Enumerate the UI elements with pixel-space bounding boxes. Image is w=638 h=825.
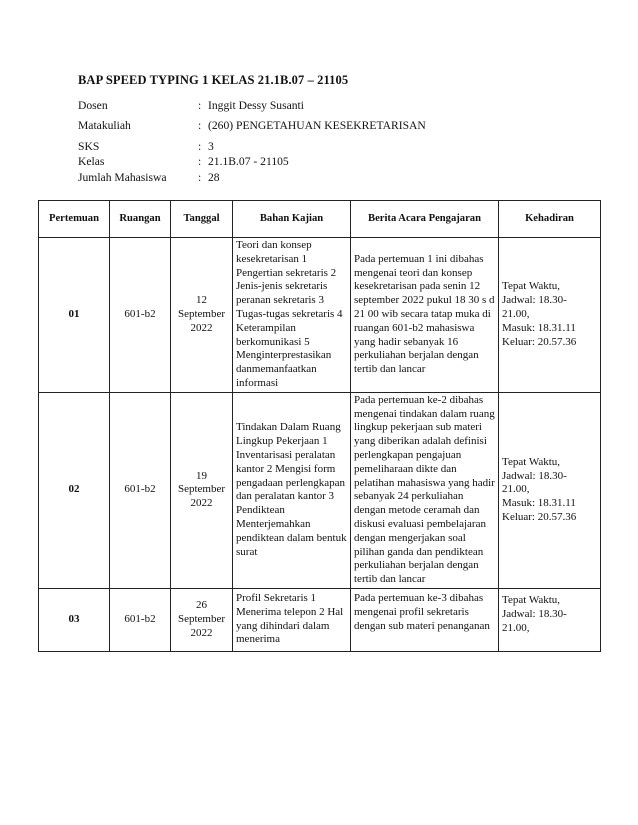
header-ruangan: Ruangan <box>110 201 171 238</box>
cell-tanggal: 12 September 2022 <box>171 238 233 393</box>
bap-table <box>38 200 601 652</box>
meta-row-matakuliah <box>78 118 426 133</box>
meta-value: 21.1B.07 - 21105 <box>208 155 289 169</box>
kehadiran-line: Keluar: 20.57.36 <box>502 511 577 524</box>
header-berita-acara: Berita Acara Pengajaran <box>351 201 499 238</box>
kehadiran-line: Keluar: 20.57.36 <box>502 335 577 348</box>
kehadiran-line: Tepat Waktu, <box>502 593 561 606</box>
header-tanggal: Tanggal <box>171 201 233 238</box>
document-title: BAP SPEED TYPING 1 KELAS 21.1B.07 – 21105 <box>78 73 349 87</box>
table-header-row <box>39 201 601 238</box>
bahan-text: Profil Sekretaris 1 Menerima telepon 2 Hal yang dihindari dalam menerima <box>236 591 344 646</box>
cell-berita-acara: Pada pertemuan 1 ini dibahas mengenai teori dan konsep kesekretarisan pada senin 12 september 2022 pukul 18 30 s d 21 00 wib secara tatap muka di ruangan 601-b2 mahasiswa yang hadir sebanyak 16 perkuliahan berjalan dengan tertib dan lancar <box>351 238 499 393</box>
cell-ruangan: 601-b2 <box>110 588 171 651</box>
tanggal-text: 26 September 2022 <box>177 599 226 639</box>
kehadiran-line: 21.00, <box>502 621 530 634</box>
meta-colon: : <box>198 139 202 153</box>
cell-tanggal <box>171 588 233 651</box>
meta-row-sks <box>78 139 426 154</box>
meta-row-kelas <box>78 154 426 169</box>
cell-ruangan: 601-b2 <box>110 392 171 588</box>
cell-bahan-kajian <box>233 588 351 651</box>
kehadiran-line: Tepat Waktu, <box>502 280 561 293</box>
cell-bahan-kajian: Teori dan konsep kesekretarisan 1 Pengertian sekretaris 2 Jenis-jenis sekretaris peranan sekretaris 3 Tugas-tugas sekretaris 4 Keterampilan berkomunikasi 5 Menginterprestasikan danmemanfaatkan informasi <box>233 238 351 393</box>
berita-text: Pada pertemuan ke-3 dibahas mengenai profil sekretaris dengan sub materi penanganan <box>354 591 490 632</box>
meta-label: Matakuliah <box>78 119 131 133</box>
meta-value: Inggit Dessy Susanti <box>208 99 304 112</box>
cell-ruangan: 601-b2 <box>110 238 171 393</box>
header-kehadiran: Kehadiran <box>499 201 601 238</box>
meta-value: (260) PENGETAHUAN KESEKRETARISAN <box>208 119 426 133</box>
header-bahan-kajian: Bahan Kajian <box>233 201 351 238</box>
meta-label: Dosen <box>78 99 108 112</box>
cell-pertemuan: 02 <box>39 392 110 588</box>
meta-row-dosen <box>78 98 426 113</box>
tanggal-clip <box>174 592 229 648</box>
meta-value: 28 <box>208 170 220 184</box>
meta-row-jumlah-mahasiswa <box>78 170 426 185</box>
kehadiran-line: 21.00, <box>502 483 530 496</box>
meta-colon: : <box>198 99 202 112</box>
meta-label: Kelas <box>78 155 105 169</box>
meta-label: Jumlah Mahasiswa <box>78 170 167 184</box>
meta-colon: : <box>198 119 202 133</box>
meta-label: SKS <box>78 139 100 153</box>
kehadiran-line: Masuk: 18.31.11 <box>502 321 576 334</box>
table-row <box>39 588 601 651</box>
kehadiran-line: Jadwal: 18.30- <box>502 607 567 620</box>
cell-kehadiran <box>499 238 601 393</box>
table-row <box>39 392 601 588</box>
kehadiran-line: Tepat Waktu, <box>502 455 561 468</box>
cell-bahan-kajian: Tindakan Dalam Ruang Lingkup Pekerjaan 1 Inventarisasi peralatan kantor 2 Mengisi form pengadaan perlengkapan dan peralatan kantor 3 Pendiktean Menterjemahkan pendiktean dalam bentuk surat <box>233 392 351 588</box>
meta-colon: : <box>198 155 202 169</box>
meta-colon: : <box>198 170 202 184</box>
cell-berita-acara <box>351 588 499 651</box>
cell-pertemuan: 03 <box>39 588 110 651</box>
berita-clip <box>354 592 495 648</box>
header-pertemuan: Pertemuan <box>39 201 110 238</box>
table-row <box>39 238 601 393</box>
kehadiran-line: 21.00, <box>502 307 530 320</box>
kehadiran-line: Jadwal: 18.30- <box>502 469 567 482</box>
kehadiran-clip <box>502 590 597 650</box>
cell-pertemuan: 01 <box>39 238 110 393</box>
cell-kehadiran <box>499 588 601 651</box>
meta-value: 3 <box>208 139 214 153</box>
bahan-clip <box>236 592 347 648</box>
cell-kehadiran <box>499 392 601 588</box>
cell-tanggal: 19 September 2022 <box>171 392 233 588</box>
cell-berita-acara: Pada pertemuan ke-2 dibahas mengenai tindakan dalam ruang lingkup pekerjaan sub materi yang diberikan adalah definisi perlengkapan pengajuan pemeliharaan dikte dan pelatihan mahasiswa yang hadir sebanyak 24 perkuliahan dengan metode ceramah dan diskusi evaluasi pembelajaran dengan mengerjakan soal pilihan ganda dan pendiktean perkuliahan berjalan dengan tertib dan lancar <box>351 392 499 588</box>
course-info <box>78 98 426 185</box>
kehadiran-line: Masuk: 18.31.11 <box>502 497 576 510</box>
kehadiran-line: Jadwal: 18.30- <box>502 294 567 307</box>
